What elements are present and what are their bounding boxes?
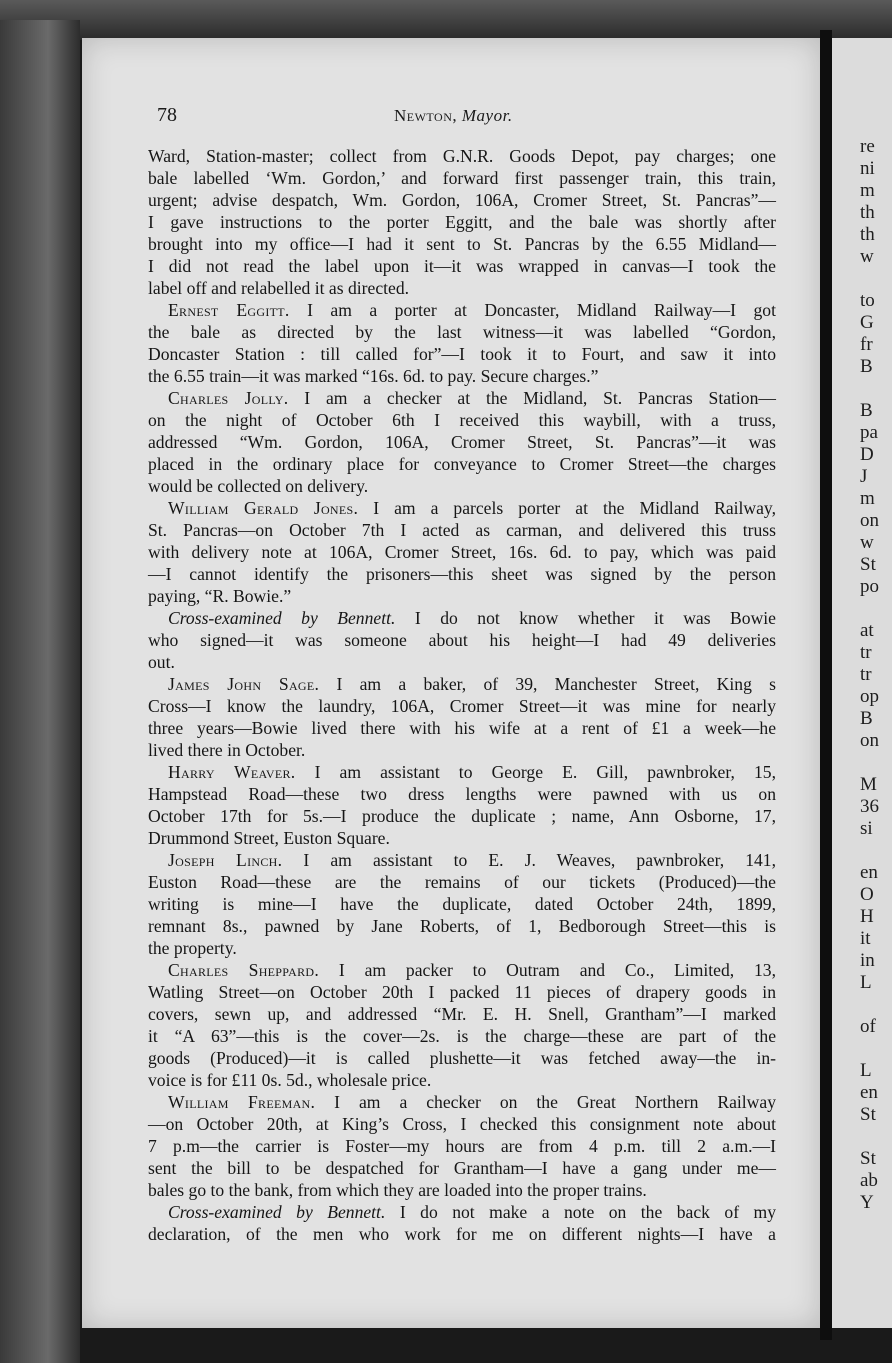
witness-name: William Freeman.	[168, 1092, 316, 1112]
text-line	[148, 673, 776, 695]
running-head-title: Mayor.	[461, 106, 513, 125]
text-line	[148, 365, 776, 387]
line-text: I am a checker at the Midland, St. Pancras Station—	[304, 388, 776, 408]
text-line	[148, 827, 776, 849]
facing-page-text: th	[860, 202, 875, 223]
witness-name: James John Sage.	[168, 674, 320, 694]
book-gutter	[820, 30, 832, 1340]
line-text: Doncaster Station : till called for”—I took it to Fourt, and saw it into	[148, 344, 776, 364]
facing-page-text: 36	[860, 796, 879, 817]
text-line	[148, 541, 776, 563]
line-text: Hampstead Road—these two dress lengths were pawned with us on	[148, 784, 776, 804]
text-line	[148, 233, 776, 255]
facing-page-text: B	[860, 708, 873, 729]
text-line	[148, 871, 776, 893]
text-line	[148, 1135, 776, 1157]
text-line	[148, 453, 776, 475]
text-line	[148, 629, 776, 651]
witness-name: Joseph Linch.	[168, 850, 283, 870]
line-text: October 17th for 5s.—I produce the duplicate ; name, Ann Osborne, 17,	[148, 806, 776, 826]
line-text: addressed “Wm. Gordon, 106A, Cromer Street, St. Pancras”—it was	[148, 432, 776, 452]
line-text: Drummond Street, Euston Square.	[148, 828, 390, 848]
facing-page-text: re	[860, 136, 875, 157]
book-edge-left	[0, 20, 80, 1363]
text-line	[148, 1113, 776, 1135]
scan-top-edge	[0, 0, 892, 40]
text-line	[148, 387, 776, 409]
text-line	[148, 497, 776, 519]
cross-examination-label: Cross-examined by Bennett.	[168, 1202, 386, 1222]
facing-page-fragment	[832, 38, 892, 1328]
facing-page-text: to	[860, 290, 875, 311]
text-line	[148, 937, 776, 959]
facing-page-text: B	[860, 356, 873, 377]
line-text: I am assistant to E. J. Weaves, pawnbroker, 141,	[303, 850, 777, 870]
line-text: bale labelled ‘Wm. Gordon,’ and forward first passenger train, this train,	[148, 168, 776, 188]
line-text: voice is for £11 0s. 5d., wholesale price.	[148, 1070, 432, 1090]
line-text: I am packer to Outram and Co., Limited, 13,	[338, 960, 776, 980]
line-text: three years—Bowie lived there with his wife at a rent of £1 a week—he	[148, 718, 776, 738]
facing-page-text: ni	[860, 158, 875, 179]
line-text: bales go to the bank, from which they are loaded into the proper trains.	[148, 1180, 647, 1200]
line-text: the 6.55 train—it was marked “16s. 6d. to pay. Secure charges.”	[148, 366, 599, 386]
text-line	[148, 717, 776, 739]
line-text: sent the bill to be despatched for Grantham—I have a gang under me—	[148, 1158, 776, 1178]
text-line	[148, 1157, 776, 1179]
line-text: it “A 63”—this is the cover—2s. is the charge—these are part of the	[148, 1026, 776, 1046]
text-line	[148, 761, 776, 783]
facing-page-text: L	[860, 1060, 872, 1081]
text-line	[148, 431, 776, 453]
text-line	[148, 1091, 776, 1113]
line-text: —on October 20th, at King’s Cross, I checked this consignment note about	[148, 1114, 776, 1134]
line-text: St. Pancras—on October 7th I acted as carman, and delivered this truss	[148, 520, 776, 540]
text-line	[148, 1003, 776, 1025]
text-line	[148, 409, 776, 431]
line-text: urgent; advise despatch, Wm. Gordon, 106A, Cromer Street, St. Pancras”—	[148, 190, 776, 210]
line-text: brought into my office—I had it sent to St. Pancras by the 6.55 Midland—	[148, 234, 776, 254]
text-line	[148, 893, 776, 915]
text-line	[148, 739, 776, 761]
facing-page-text: tr	[860, 642, 872, 663]
line-text: remnant 8s., pawned by Jane Roberts, of 1, Bedborough Street—this is	[148, 916, 776, 936]
text-line	[148, 695, 776, 717]
text-line	[148, 321, 776, 343]
facing-page-text: po	[860, 576, 879, 597]
facing-page-text: J	[860, 466, 868, 487]
text-line	[148, 475, 776, 497]
text-line	[148, 1179, 776, 1201]
page-header	[157, 104, 757, 134]
line-text: I did not read the label upon it—it was wrapped in canvas—I took the	[148, 256, 776, 276]
line-text: —I cannot identify the prisoners—this sheet was signed by the person	[148, 564, 776, 584]
cross-examination-label: Cross-examined by Bennett.	[168, 608, 396, 628]
text-line	[148, 1047, 776, 1069]
line-text: Cross—I know the laundry, 106A, Cromer Street—it was mine for nearly	[148, 696, 776, 716]
text-line	[148, 167, 776, 189]
line-text: would be collected on delivery.	[148, 476, 369, 496]
facing-page-text: ab	[860, 1170, 878, 1191]
line-text: who signed—it was someone about his height—I had 49 deliveries	[148, 630, 776, 650]
text-line	[148, 1025, 776, 1047]
facing-page-text: M	[860, 774, 877, 795]
text-line	[148, 651, 776, 673]
witness-name: William Gerald Jones.	[168, 498, 359, 518]
line-text: 7 p.m—the carrier is Foster—my hours are from 4 p.m. till 2 a.m.—I	[148, 1136, 776, 1156]
page-number: 78	[157, 104, 177, 126]
line-text: I am a porter at Doncaster, Midland Railway—I got	[307, 300, 776, 320]
line-text: I am a parcels porter at the Midland Railway,	[373, 498, 776, 518]
running-head-name: Newton,	[394, 106, 458, 125]
text-line	[148, 145, 776, 167]
facing-page-text: on	[860, 510, 879, 531]
line-text: I gave instructions to the porter Eggitt, and the bale was shortly after	[148, 212, 776, 232]
facing-page-text: at	[860, 620, 874, 641]
text-line	[148, 1069, 776, 1091]
facing-page-text: w	[860, 246, 874, 267]
line-text: writing is mine—I have the duplicate, dated October 24th, 1899,	[148, 894, 776, 914]
line-text: covers, sewn up, and addressed “Mr. E. H. Snell, Grantham”—I marked	[148, 1004, 776, 1024]
facing-page-text: op	[860, 686, 879, 707]
line-text: out.	[148, 652, 175, 672]
witness-name: Harry Weaver.	[168, 762, 296, 782]
witness-name: Charles Sheppard.	[168, 960, 320, 980]
text-line	[148, 607, 776, 629]
facing-page-text: L	[860, 972, 872, 993]
facing-page-text: St	[860, 554, 876, 575]
text-line	[148, 255, 776, 277]
facing-page-text: St	[860, 1148, 876, 1169]
witness-name: Ernest Eggitt.	[168, 300, 290, 320]
facing-page-text: D	[860, 444, 874, 465]
text-line	[148, 981, 776, 1003]
line-text: I am assistant to George E. Gill, pawnbroker, 15,	[314, 762, 776, 782]
facing-page-text: H	[860, 906, 874, 927]
witness-name: Charles Jolly.	[168, 388, 289, 408]
facing-page-text: pa	[860, 422, 878, 443]
line-text: Watling Street—on October 20th I packed 11 pieces of drapery goods in	[148, 982, 776, 1002]
line-text: with delivery note at 106A, Cromer Street, 16s. 6d. to pay, which was paid	[148, 542, 776, 562]
text-line	[148, 189, 776, 211]
line-text: goods (Produced)—it is called plushette—it was fetched away—the in-	[148, 1048, 776, 1068]
line-text: lived there in October.	[148, 740, 306, 760]
text-line	[148, 519, 776, 541]
facing-page-text: en	[860, 1082, 878, 1103]
line-text: Euston Road—these are the remains of our tickets (Produced)—the	[148, 872, 776, 892]
text-line	[148, 849, 776, 871]
facing-page-text: en	[860, 862, 878, 883]
facing-page-text: m	[860, 488, 875, 509]
line-text: Ward, Station-master; collect from G.N.R. Goods Depot, pay charges; one	[148, 146, 776, 166]
text-line	[148, 1201, 776, 1223]
line-text: I do not know whether it was Bowie	[414, 608, 776, 628]
text-line	[148, 783, 776, 805]
facing-page-text: th	[860, 224, 875, 245]
line-text: I am a checker on the Great Northern Railway	[334, 1092, 776, 1112]
line-text: the bale as directed by the last witness—it was labelled “Gordon,	[148, 322, 776, 342]
facing-page-text: G	[860, 312, 874, 333]
testimony-text	[148, 145, 776, 1245]
text-line	[148, 915, 776, 937]
line-text: declaration, of the men who work for me on different nights—I have a	[148, 1224, 776, 1244]
facing-page-text: on	[860, 730, 879, 751]
facing-page-text: St	[860, 1104, 876, 1125]
line-text: I am a baker, of 39, Manchester Street, King s	[336, 674, 776, 694]
line-text: I do not make a note on the back of my	[399, 1202, 776, 1222]
text-line	[148, 277, 776, 299]
line-text: the property.	[148, 938, 237, 958]
facing-page-text: si	[860, 818, 873, 839]
line-text: label off and relabelled it as directed.	[148, 278, 410, 298]
facing-page-text: in	[860, 950, 875, 971]
text-line	[148, 959, 776, 981]
facing-page-text: it	[860, 928, 871, 949]
text-line	[148, 299, 776, 321]
facing-page-text: tr	[860, 664, 872, 685]
text-line	[148, 211, 776, 233]
running-head	[394, 106, 513, 126]
facing-page-text: w	[860, 532, 874, 553]
line-text: paying, “R. Bowie.”	[148, 586, 292, 606]
text-line	[148, 343, 776, 365]
text-line	[148, 805, 776, 827]
facing-page-text: Y	[860, 1192, 874, 1213]
facing-page-text: of	[860, 1016, 876, 1037]
text-line	[148, 563, 776, 585]
facing-page-text: fr	[860, 334, 873, 355]
facing-page-text: O	[860, 884, 874, 905]
facing-page-text: m	[860, 180, 875, 201]
facing-page-text: B	[860, 400, 873, 421]
text-line	[148, 1223, 776, 1245]
line-text: on the night of October 6th I received this waybill, with a truss,	[148, 410, 776, 430]
line-text: placed in the ordinary place for conveyance to Cromer Street—the charges	[148, 454, 776, 474]
text-line	[148, 585, 776, 607]
